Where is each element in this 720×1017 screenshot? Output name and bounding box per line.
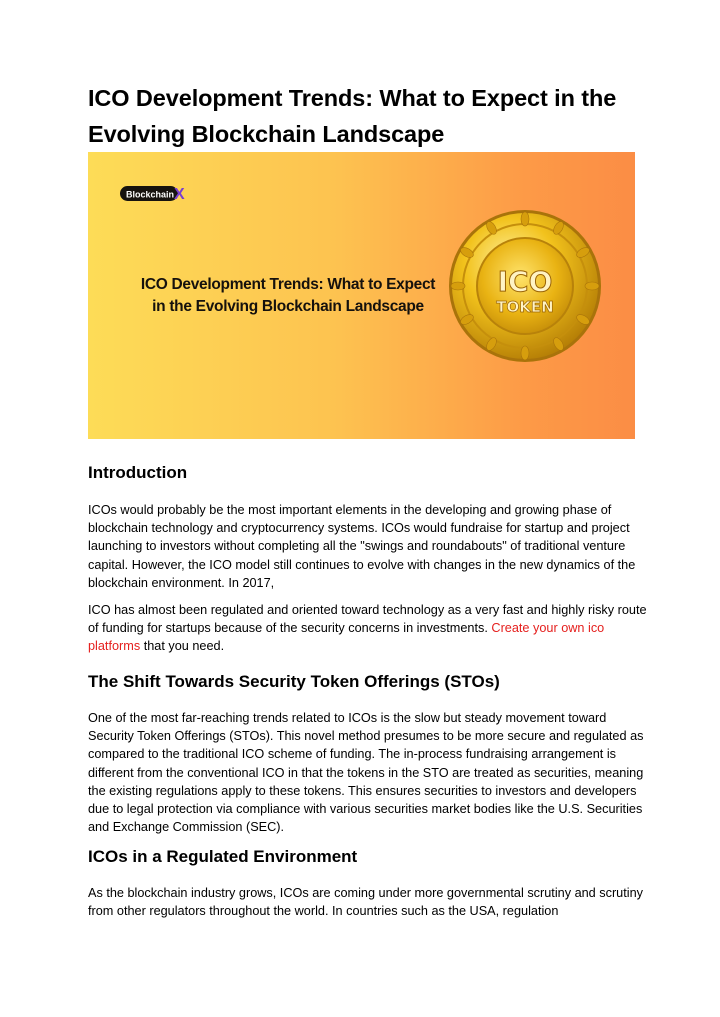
intro-paragraph-2-after: that you need.	[140, 639, 225, 654]
coin-text-token: TOKEN	[496, 298, 554, 316]
intro-paragraph-1: ICOs would probably be the most important elements in the developing and growing phase of blockchain technology and cryptocurrency systems. ICOs would fundraise for startup and project launching to investors without completing all the "swings and roundabouts" of traditional venture capital. However, the ICO model still continues to evolve with changes in the new dynamics of the blockchain environment. In 2017,	[88, 503, 636, 590]
ico-token-coin-icon	[448, 209, 602, 363]
coin-text-ico: ICO	[497, 265, 553, 298]
banner-title	[108, 274, 468, 318]
regulated-paragraph-1: As the blockchain industry grows, ICOs are coming under more governmental scrutiny and scrutiny from other regulators throughout the world. In countries such as the USA, regulation	[88, 886, 643, 919]
intro-paragraph-2	[88, 601, 648, 656]
blockchainx-logo	[120, 184, 188, 203]
banner-title-line1: ICO Development Trends: What to Expect	[140, 276, 436, 293]
sto-paragraph-1: One of the most far-reaching trends related to ICOs is the slow but steady movement toward Security Token Offerings (STOs). This novel method presumes to be more secure and regulated as compared to the traditional ICO scheme of funding. The in-process fundraising arrangement is different from the conventional ICO in that the tokens in the STO are treated as securities, meaning the existing regulations apply to these tokens. This ensures securities to investors and developers due to legal protection via compliance with various securities market bodies like the U.S. Securities and Exchange Commission (SEC).	[88, 711, 644, 835]
banner-title-line2: in the Evolving Blockchain Landscape	[152, 298, 424, 315]
hero-banner-image	[88, 152, 635, 439]
article-title: ICO Development Trends: What to Expect in the Evolving Blockchain Landscape	[88, 85, 617, 147]
intro-paragraph-2-text: ICO has almost been regulated and oriented toward technology as a very fast and highly risky route of funding for startups because of the security concerns in investments.	[88, 603, 647, 636]
heading-introduction: Introduction	[88, 463, 188, 482]
logo-mark: X	[174, 186, 185, 203]
heading-regulated-environment: ICOs in a Regulated Environment	[88, 847, 358, 866]
create-ico-platform-link[interactable]: Create your own ico platforms	[88, 621, 605, 654]
logo-text: Blockchain	[126, 189, 175, 200]
heading-sto: The Shift Towards Security Token Offerings (STOs)	[88, 672, 500, 691]
